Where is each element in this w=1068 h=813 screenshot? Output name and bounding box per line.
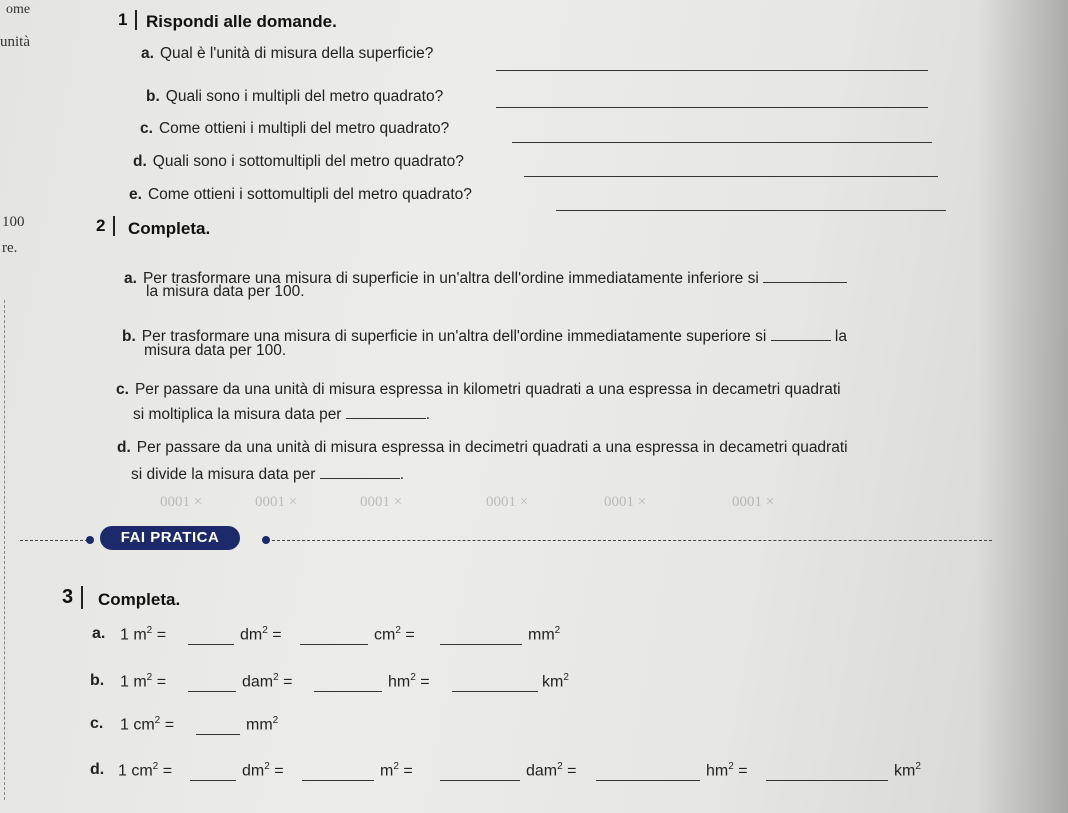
answer-blank[interactable] <box>452 690 538 692</box>
unit-text: dm <box>240 626 263 644</box>
conversion-unit <box>242 672 292 691</box>
answer-blank[interactable] <box>320 462 400 479</box>
item-letter: c. <box>140 120 153 137</box>
unit-text: 1 m <box>120 626 147 644</box>
statement-d-cont <box>131 462 404 484</box>
equals: = <box>162 762 173 780</box>
show-through-text: 0001 × <box>360 494 403 510</box>
equals: = <box>283 673 293 691</box>
exponent: 2 <box>554 625 561 636</box>
conversion-start <box>120 715 174 734</box>
item-letter: b. <box>90 672 105 689</box>
answer-blank[interactable] <box>190 779 236 781</box>
item-letter: b. <box>146 88 160 105</box>
exponent: 2 <box>146 625 153 636</box>
statement-d <box>117 439 848 457</box>
statement-b-cont: misura data per 100. <box>144 342 287 359</box>
conversion-start <box>118 761 172 780</box>
item-letter: c. <box>116 381 129 398</box>
item-letter: c. <box>90 715 104 732</box>
section-divider <box>272 540 992 541</box>
divider-dot <box>86 536 94 544</box>
conversion-unit <box>528 625 560 644</box>
section-badge: FAI PRATICA <box>100 526 240 550</box>
answer-blank[interactable] <box>302 779 374 781</box>
equals: = <box>738 762 748 780</box>
item-letter: a. <box>92 625 106 642</box>
statement-text: Per passare da una unità di misura espressa in decimetri quadrati a una espressa in decametri quadrati <box>136 439 848 456</box>
exercise-title: Completa. <box>128 219 211 238</box>
question-b <box>146 88 443 106</box>
item-letter: d. <box>133 153 147 170</box>
answer-blank[interactable] <box>556 209 946 211</box>
exponent: 2 <box>273 672 279 683</box>
unit-text: 1 cm <box>120 716 155 734</box>
item-letter: a. <box>124 270 137 287</box>
conversion-start <box>120 672 166 691</box>
exponent: 2 <box>563 672 569 683</box>
exercise-number: 1 <box>118 10 137 30</box>
statement-text: Per passare da una unità di misura espressa in kilometri quadrati a una espressa in decametri quadrati <box>134 381 841 398</box>
margin-fragment: unità <box>0 34 30 50</box>
equals: = <box>274 762 284 780</box>
exponent: 2 <box>264 761 270 772</box>
item-letter: a. <box>141 45 154 62</box>
answer-blank[interactable] <box>596 779 700 781</box>
margin-fragment: 100 <box>2 214 25 230</box>
unit-text: 1 cm <box>118 762 153 780</box>
unit-text: dm <box>242 762 265 780</box>
equals: = <box>420 673 430 691</box>
answer-blank[interactable] <box>496 106 928 108</box>
margin-dotted-rule <box>4 300 5 800</box>
answer-blank[interactable] <box>763 266 847 283</box>
period: . <box>399 466 404 483</box>
exercise-title: Rispondi alle domande. <box>146 12 337 31</box>
answer-blank[interactable] <box>188 643 234 645</box>
answer-blank[interactable] <box>771 324 831 341</box>
exponent: 2 <box>152 761 159 772</box>
show-through-text: 0001 × <box>255 494 298 510</box>
conversion-unit <box>388 672 430 691</box>
answer-blank[interactable] <box>314 690 382 692</box>
unit-text: 1 m <box>120 673 147 691</box>
conversion-unit <box>374 625 415 644</box>
page-shadow <box>978 0 1068 813</box>
exercise-title: Completa. <box>98 590 181 609</box>
answer-blank[interactable] <box>440 779 520 781</box>
exponent: 2 <box>154 715 161 726</box>
exponent: 2 <box>410 672 416 683</box>
statement-c <box>116 381 841 399</box>
unit-text: cm <box>374 626 396 644</box>
exponent: 2 <box>395 625 401 636</box>
unit-text: mm <box>528 626 555 644</box>
exponent: 2 <box>393 761 399 772</box>
answer-blank[interactable] <box>196 733 240 735</box>
exponent: 2 <box>915 761 921 772</box>
unit-text: km <box>542 673 564 691</box>
exercise-number: 3 <box>62 586 83 609</box>
statement-text: la <box>834 328 847 345</box>
divider-dot <box>262 536 270 544</box>
equals: = <box>156 626 167 644</box>
exponent: 2 <box>272 715 279 726</box>
conversion-unit <box>894 761 921 780</box>
show-through-text: 0001 × <box>732 494 775 510</box>
conversion-start <box>120 625 166 644</box>
equals: = <box>156 673 167 691</box>
conversion-unit <box>526 761 576 780</box>
answer-blank[interactable] <box>440 643 522 645</box>
show-through-text: 0001 × <box>604 494 647 510</box>
question-text: Quali sono i sottomultipli del metro quadrato? <box>152 153 464 170</box>
item-letter: e. <box>129 186 142 203</box>
equals: = <box>567 762 577 780</box>
unit-text: km <box>894 762 916 780</box>
statement-a-cont: la misura data per 100. <box>146 283 305 300</box>
statement-text: Per trasformare una misura di superficie in un'altra dell'ordine immediatamente inferiore si <box>142 270 759 287</box>
period: . <box>425 406 431 423</box>
question-text: Quali sono i multipli del metro quadrato? <box>165 88 444 105</box>
item-letter: b. <box>122 328 136 345</box>
unit-text: mm <box>246 716 273 734</box>
conversion-unit <box>246 715 278 734</box>
margin-fragment: re. <box>2 240 18 256</box>
answer-blank[interactable] <box>524 175 938 177</box>
question-text: Come ottieni i sottomultipli del metro quadrato? <box>147 186 472 203</box>
statement-text: si divide la misura data per <box>131 466 316 483</box>
answer-blank[interactable] <box>496 69 928 71</box>
equals: = <box>164 716 175 734</box>
item-letter: d. <box>90 761 105 778</box>
exponent: 2 <box>262 625 268 636</box>
question-d <box>133 153 464 171</box>
unit-text: hm <box>706 762 729 780</box>
unit-text: dam <box>526 762 558 780</box>
answer-blank[interactable] <box>346 402 426 419</box>
unit-text: dam <box>242 673 274 691</box>
item-letter: d. <box>117 439 131 456</box>
unit-text: hm <box>388 673 411 691</box>
conversion-unit <box>242 761 284 780</box>
conversion-unit <box>240 625 282 644</box>
question-c <box>140 120 449 138</box>
section-divider <box>20 540 88 541</box>
exercise-number: 2 <box>96 216 115 236</box>
answer-blank[interactable] <box>512 141 932 143</box>
exponent: 2 <box>146 672 153 683</box>
statement-text: si moltiplica la misura data per <box>133 406 342 423</box>
statement-c-cont <box>133 402 430 424</box>
exponent: 2 <box>728 761 734 772</box>
statement-text: Per trasformare una misura di superficie in un'altra dell'ordine immediatamente superiore si <box>141 328 767 345</box>
answer-blank[interactable] <box>188 690 236 692</box>
answer-blank[interactable] <box>300 643 368 645</box>
margin-fragment: ome <box>6 2 31 17</box>
question-a <box>141 45 433 63</box>
conversion-unit <box>706 761 748 780</box>
show-through-text: 0001 × <box>160 494 203 510</box>
equals: = <box>272 626 282 644</box>
equals: = <box>405 626 415 644</box>
show-through-text: 0001 × <box>486 494 529 510</box>
answer-blank[interactable] <box>766 779 888 781</box>
question-text: Come ottieni i multipli del metro quadrato? <box>158 120 450 137</box>
question-text: Qual è l'unità di misura della superficie? <box>159 45 434 62</box>
exponent: 2 <box>557 761 563 772</box>
conversion-unit <box>380 761 413 780</box>
equals: = <box>403 762 413 780</box>
question-e <box>129 186 472 204</box>
conversion-unit <box>542 672 569 691</box>
unit-text: m <box>380 762 394 780</box>
